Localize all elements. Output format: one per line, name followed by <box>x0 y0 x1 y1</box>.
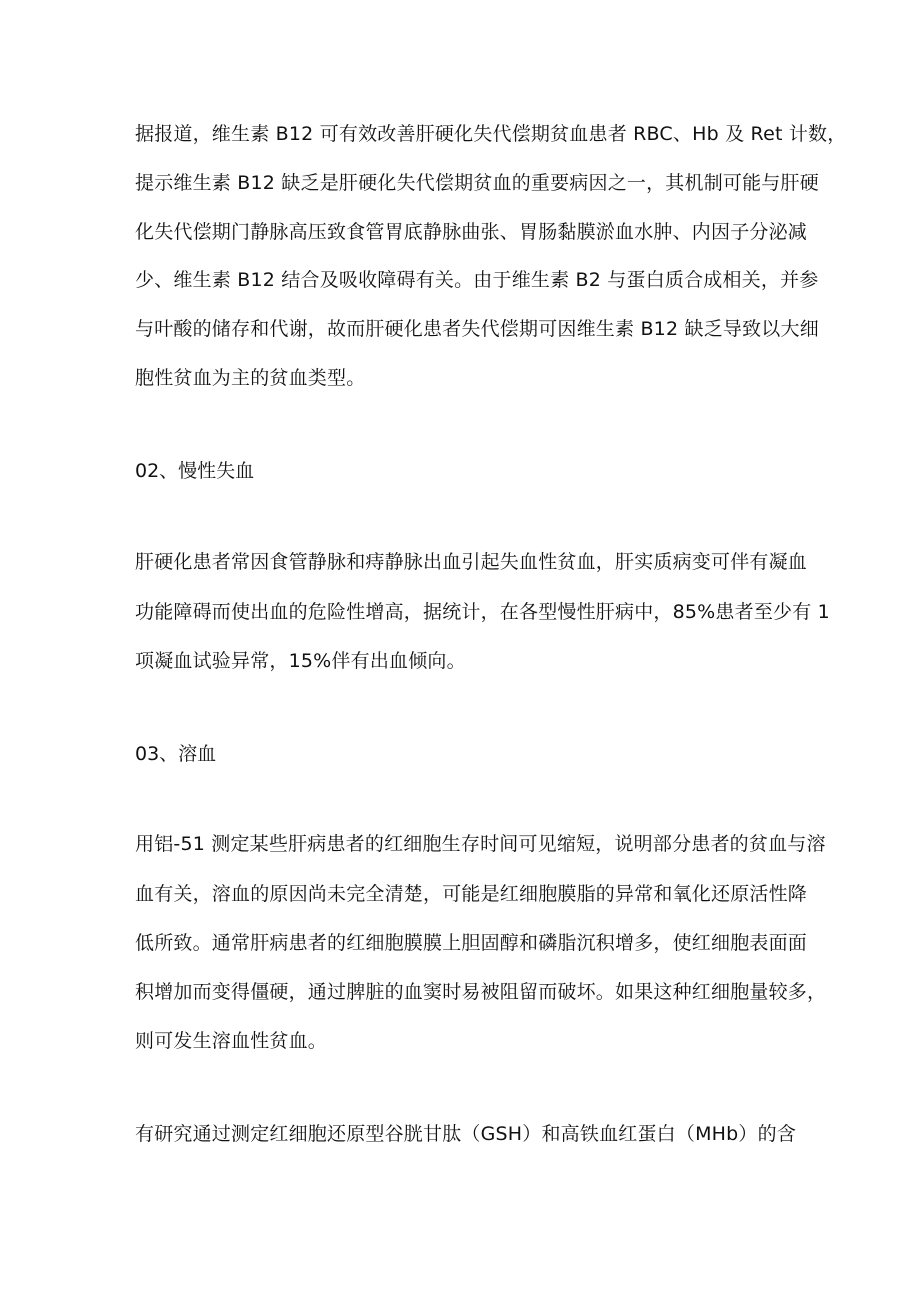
paragraph-line: 则可发生溶血性贫血。 <box>135 1030 328 1052</box>
paragraph-line: 用铝-51 测定某些肝病患者的红细胞生存时间可见缩短，说明部分患者的贫血与溶 <box>135 833 826 855</box>
section-heading-03: 03、溶血 <box>135 743 217 765</box>
section-heading-02: 02、慢性失血 <box>135 460 255 482</box>
paragraph-line: 低所致。通常肝病患者的红细胞膜膜上胆固醇和磷脂沉积增多，使红细胞表面面 <box>135 932 808 954</box>
paragraph-line: 项凝血试验异常，15%伴有出血倾向。 <box>135 650 466 672</box>
paragraph-line: 化失代偿期门静脉高压致食管胃底静脉曲张、胃肠黏膜淤血水肿、内因子分泌减 <box>135 221 808 243</box>
paragraph-line: 有研究通过测定红细胞还原型谷胱甘肽（GSH）和高铁血红蛋白（MHb）的含 <box>135 1123 797 1145</box>
paragraph-line: 胞性贫血为主的贫血类型。 <box>135 367 366 389</box>
paragraph-line: 提示维生素 B12 缺乏是肝硬化失代偿期贫血的重要病因之一，其机制可能与肝硬 <box>135 172 819 194</box>
paragraph-line: 据报道，维生素 B12 可有效改善肝硬化失代偿期贫血患者 RBC、Hb 及 Ret 计数， <box>135 123 847 145</box>
paragraph-line: 功能障碍而使出血的危险性增高，据统计，在各型慢性肝病中，85%患者至少有 1 <box>135 601 830 623</box>
paragraph-line: 积增加而变得僵硬，通过脾脏的血窦时易被阻留而破坏。如果这种红细胞量较多， <box>135 981 827 1003</box>
paragraph-line: 少、维生素 B12 结合及吸收障碍有关。由于维生素 B2 与蛋白质合成相关，并参 <box>135 269 819 291</box>
paragraph-line: 与叶酸的储存和代谢，故而肝硬化患者失代偿期可因维生素 B12 缺乏导致以大细 <box>135 318 819 340</box>
paragraph-line: 血有关，溶血的原因尚未完全清楚，可能是红细胞膜脂的异常和氧化还原活性降 <box>135 883 808 905</box>
paragraph-line: 肝硬化患者常因食管静脉和痔静脉出血引起失血性贫血，肝实质病变可伴有凝血 <box>135 551 808 573</box>
